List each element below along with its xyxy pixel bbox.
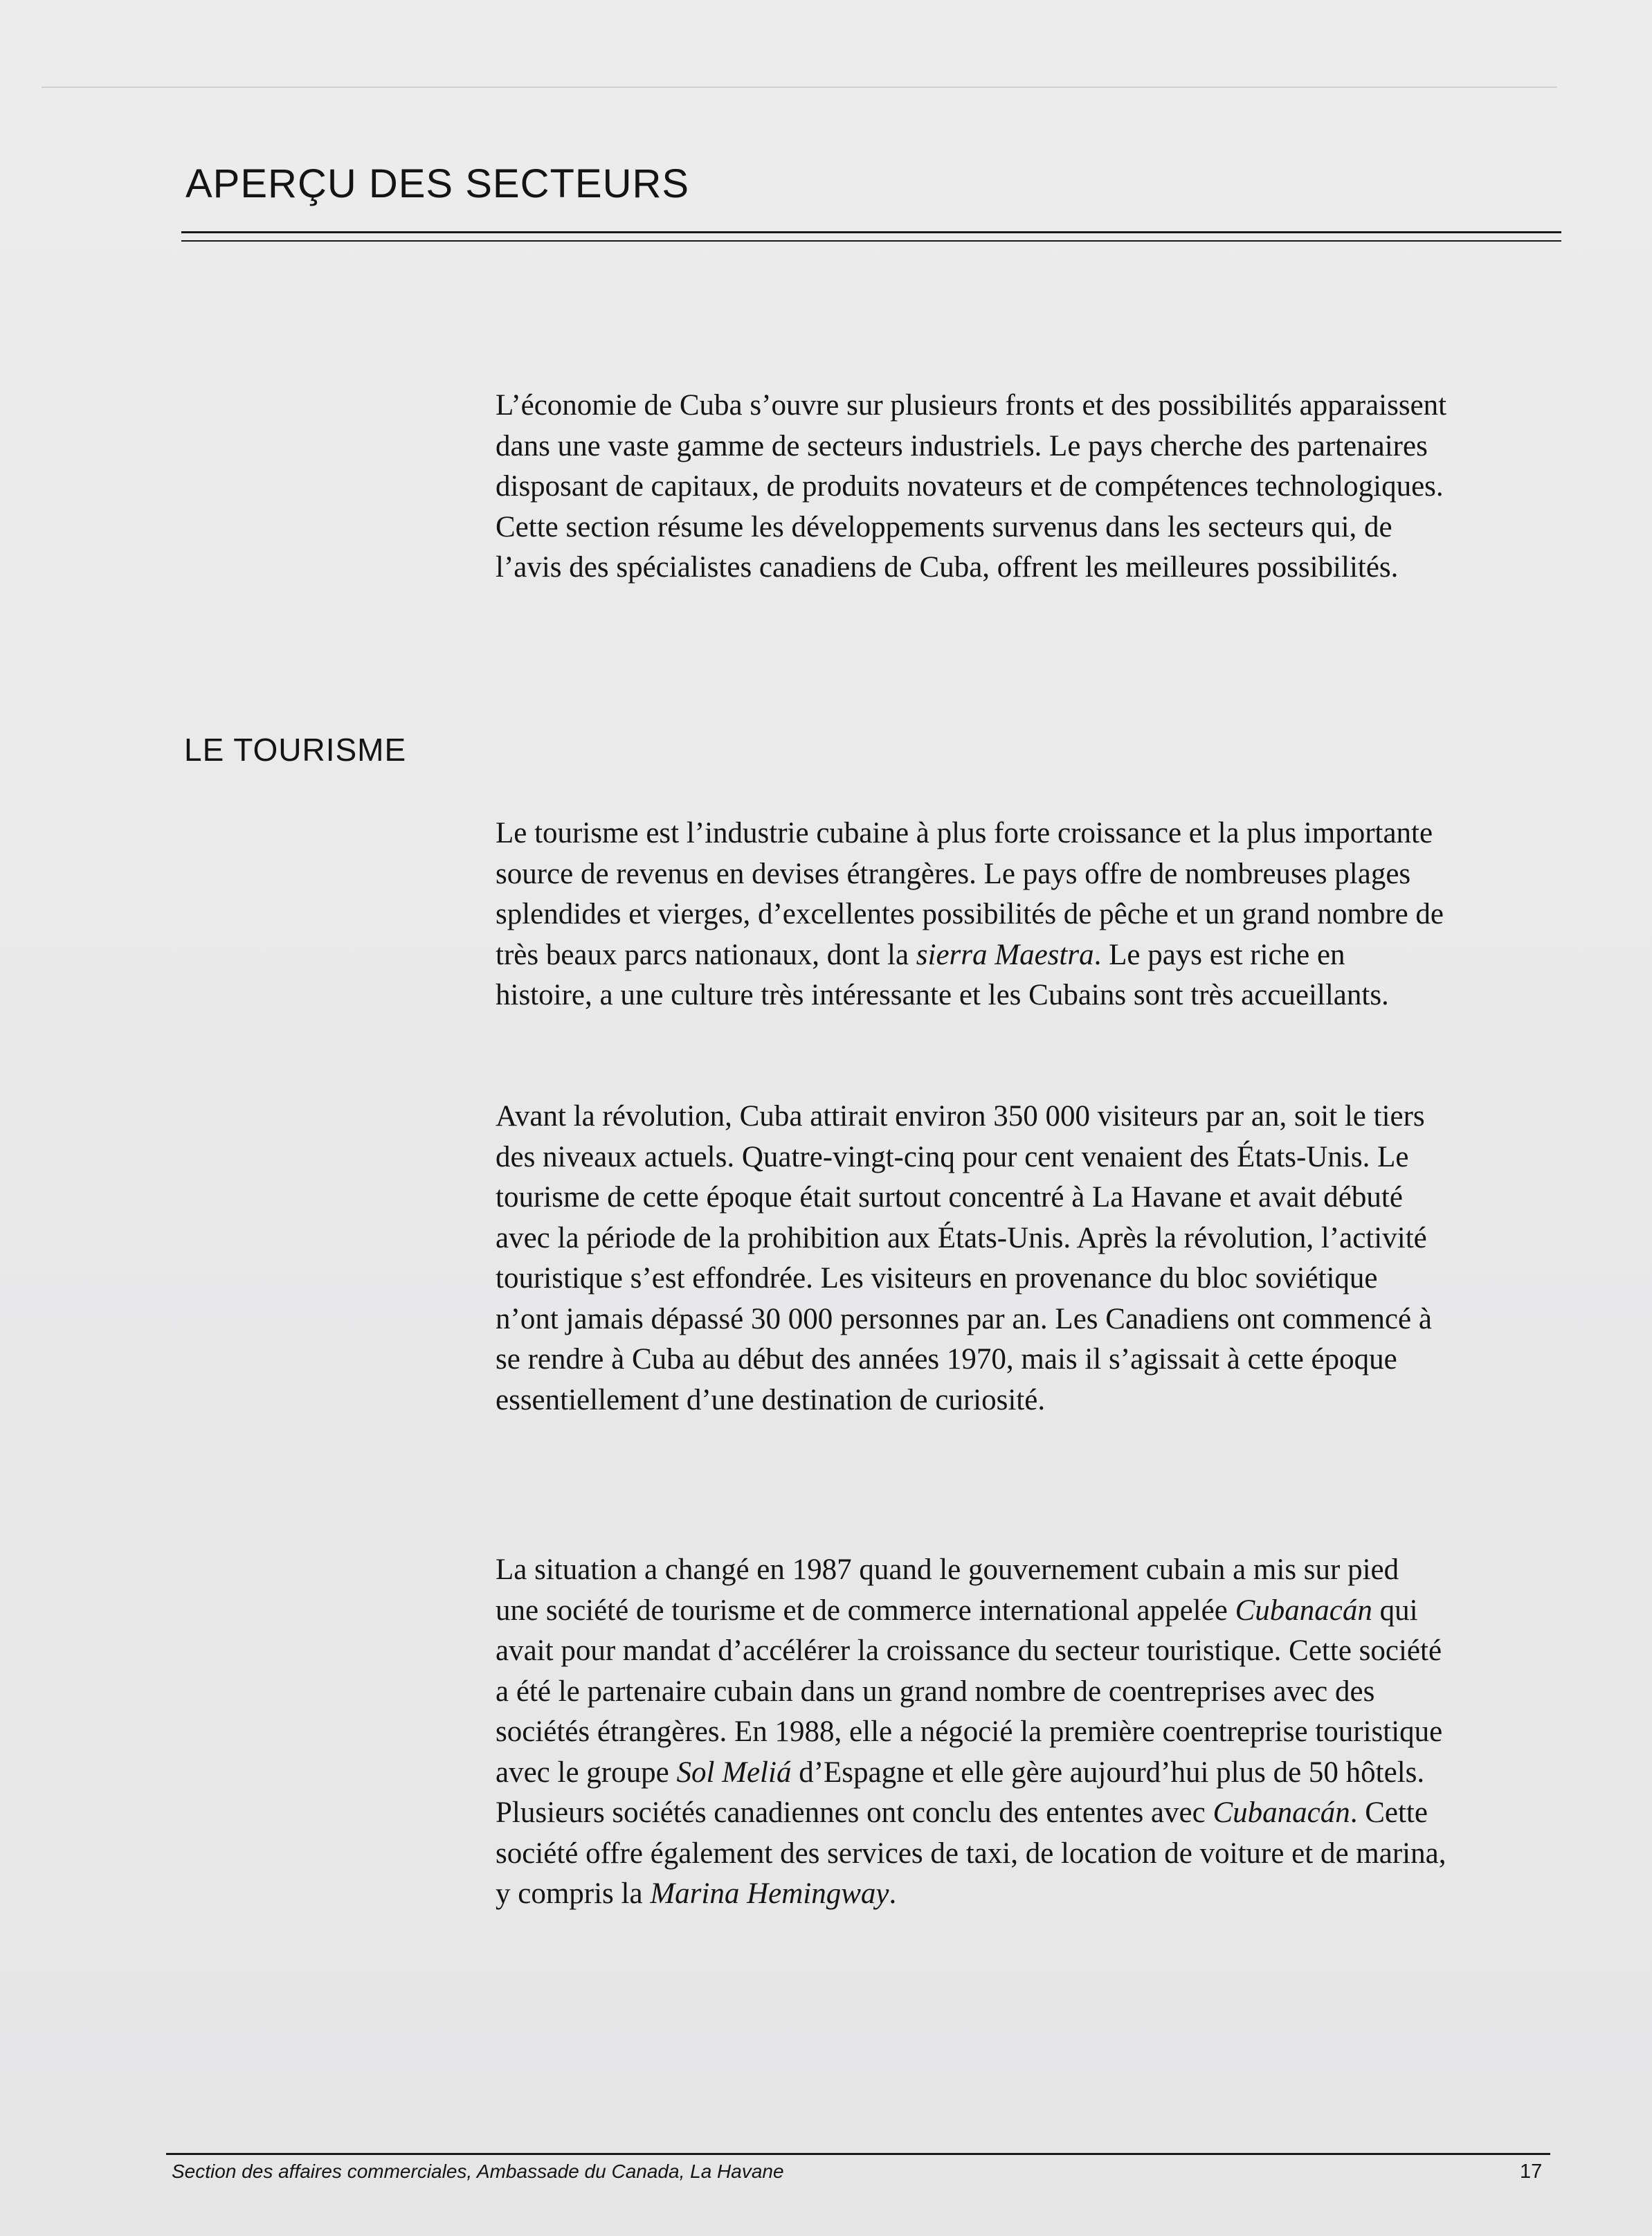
text-run: Le tourisme est l’industrie cubaine à plus forte croissance et la plus importante source de revenus en devises étrangères. Le pays offre de nombreuses plages splendides et vierges, d’excellentes possibilités de pêche et un grand nombre de très beaux parcs nationaux, dont la <box>496 817 1444 971</box>
section-title: APERÇU DES SECTEURS <box>185 161 690 206</box>
intro-text: L’économie de Cuba s’ouvre sur plusieurs fronts et des possibilités apparaissent dans une vaste gamme de secteurs industriels. Le pays cherche des partenaires disposant de capitaux, de produits novateurs et de compétences technologiques. Cette section résume les développements survenus dans les secteurs qui, de l’avis des spécialistes canadiens de Cuba, offrent les meilleures possibilités. <box>496 389 1447 584</box>
paragraph-text <box>496 813 1447 1016</box>
text-run: . Cette société offre également des services de taxi, de location de voiture et de marina, y compris la <box>496 1796 1446 1910</box>
running-head-rule <box>42 87 1557 88</box>
italic-place-name: sierra Maestra <box>916 938 1094 971</box>
tourism-paragraph-2 <box>496 1097 1447 1421</box>
italic-company-name: Cubanacán <box>1213 1796 1350 1829</box>
tourism-paragraph-1 <box>496 813 1447 1016</box>
text-run: La situation a changé en 1987 quand le gouvernement cubain a mis sur pied une société de tourisme et de commerce international appelée <box>496 1553 1399 1627</box>
tourism-paragraph-3 <box>496 1550 1447 1915</box>
italic-company-name: Cubanacán <box>1235 1594 1372 1627</box>
italic-company-name: Sol Meliá <box>676 1756 792 1789</box>
page-number: 17 <box>1520 2161 1543 2183</box>
text-run: qui avait pour mandat d’accélérer la croissance du secteur touristique. Cette société a été le partenaire cubain dans un grand nombre de coentreprises avec des sociétés étrangères. En 1988, elle a négocié la première coentreprise touristique avec le groupe <box>496 1594 1443 1789</box>
footer-text: Section des affaires commerciales, Ambassade du Canada, La Havane <box>172 2161 784 2182</box>
intro-paragraph <box>496 386 1447 588</box>
text-run: . Le pays est riche en histoire, a une culture très intéressante et les Cubains sont très accueillants. <box>496 938 1389 1011</box>
italic-place-name: Marina Hemingway <box>650 1877 889 1910</box>
text-run: d’Espagne et elle gère aujourd’hui plus de 50 hôtels. Plusieurs sociétés canadiennes ont conclu des ententes avec <box>496 1756 1425 1829</box>
text-run: . <box>889 1877 897 1910</box>
footer-rule <box>166 2153 1550 2155</box>
subsection-title: LE TOURISME <box>184 732 407 768</box>
section-title-rule <box>181 231 1561 242</box>
paragraph-text <box>496 1550 1447 1915</box>
paragraph-text: Avant la révolution, Cuba attirait environ 350 000 visiteurs par an, soit le tiers des niveaux actuels. Quatre-vingt-cinq pour cent venaient des États-Unis. Le tourisme de cette époque était surtout concentré à La Havane et avait débuté avec la période de la prohibition aux États-Unis. Après la révolution, l’activité touristique s’est effondrée. Les visiteurs en provenance du bloc soviétique n’ont jamais dépassé 30 000 personnes par an. Les Canadiens ont commencé à se rendre à Cuba au début des années 1970, mais il s’agissait à cette époque essentiellement d’une destination de curiosité. <box>496 1100 1432 1416</box>
